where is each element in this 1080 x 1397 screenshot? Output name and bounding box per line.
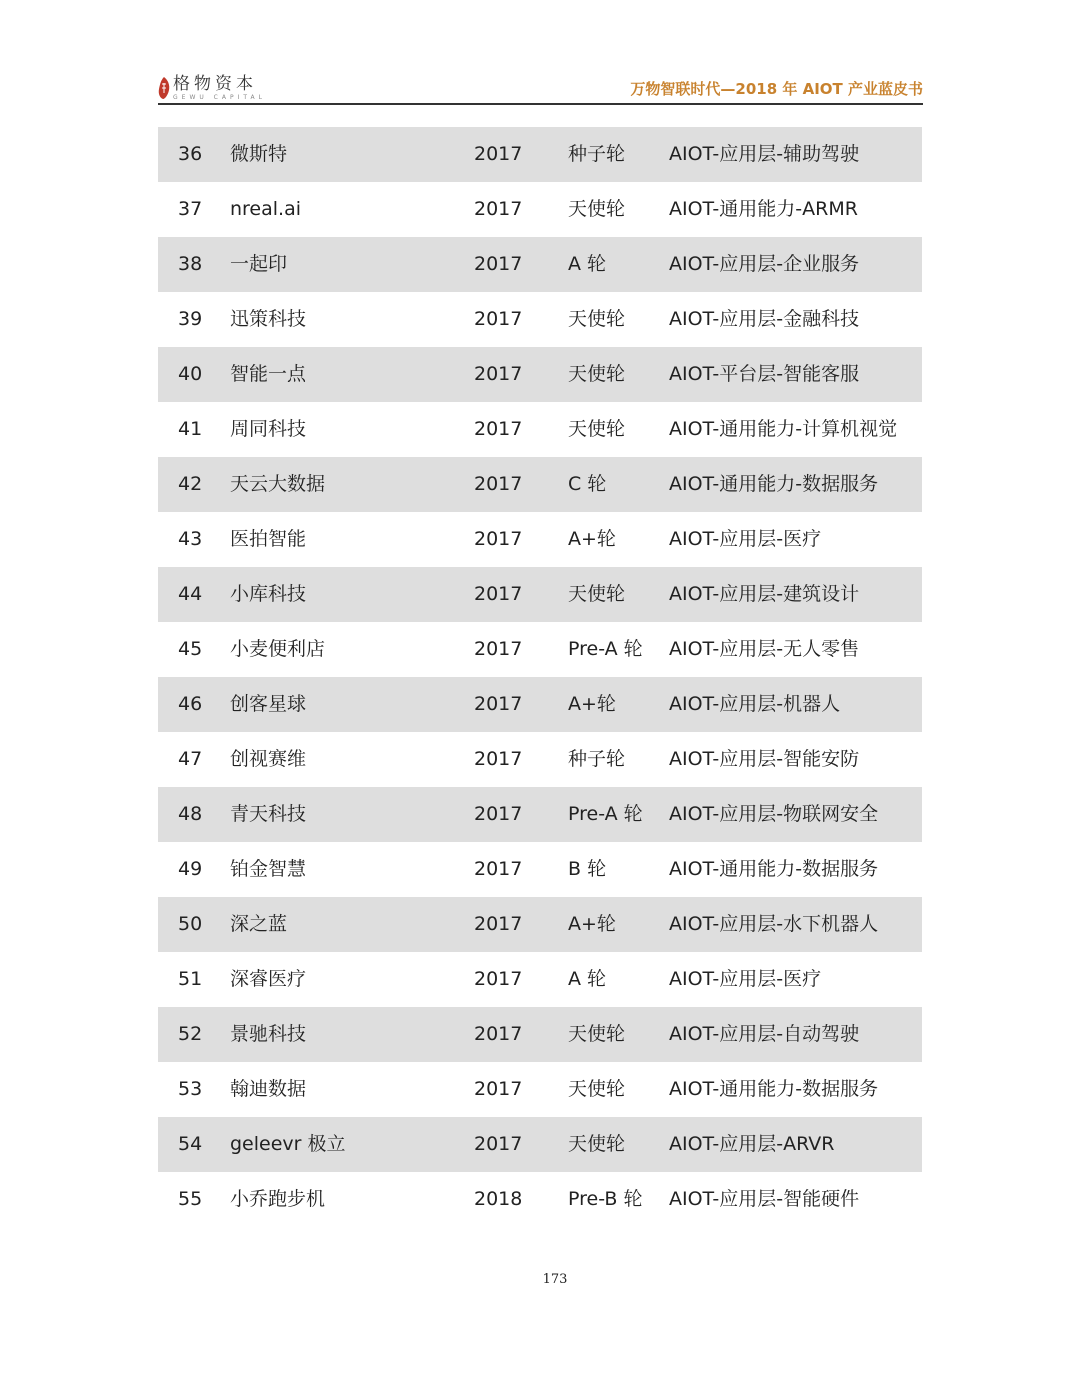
company-name: 青天科技 (230, 803, 307, 825)
table-row (158, 182, 922, 237)
founded-year: 2017 (474, 1078, 523, 1100)
row-number: 43 (178, 528, 203, 550)
table-row (158, 1062, 922, 1117)
funding-round: 天使轮 (568, 583, 626, 605)
category-label: AIOT-应用层-水下机器人 (669, 913, 879, 935)
row-number: 47 (178, 748, 203, 770)
funding-round: C 轮 (568, 473, 607, 495)
founded-year: 2017 (474, 583, 523, 605)
company-name: 天云大数据 (230, 473, 326, 495)
category-label: AIOT-通用能力-ARMR (669, 198, 858, 220)
company-name: 周同科技 (230, 418, 307, 440)
company-name: 迅策科技 (230, 308, 307, 330)
founded-year: 2017 (474, 253, 523, 275)
logo-english-text: GEWU CAPITAL (173, 94, 266, 101)
row-number: 40 (178, 363, 203, 385)
company-name: 智能一点 (230, 363, 307, 385)
founded-year: 2017 (474, 198, 523, 220)
table-row (158, 347, 922, 402)
company-name: 铂金智慧 (230, 858, 307, 880)
funding-round: 种子轮 (568, 748, 626, 770)
row-number: 53 (178, 1078, 203, 1100)
funding-round: 天使轮 (568, 363, 626, 385)
table-row (158, 1172, 922, 1227)
company-name: geleevr 极立 (230, 1133, 346, 1155)
category-label: AIOT-应用层-建筑设计 (669, 583, 860, 605)
funding-round: 天使轮 (568, 418, 626, 440)
founded-year: 2017 (474, 858, 523, 880)
funding-round: A+轮 (568, 913, 616, 935)
category-label: AIOT-通用能力-数据服务 (669, 473, 879, 495)
table-row (158, 237, 922, 292)
row-number: 50 (178, 913, 203, 935)
company-name: 深睿医疗 (230, 968, 307, 990)
row-number: 48 (178, 803, 203, 825)
funding-round: B 轮 (568, 858, 607, 880)
company-name: 小麦便利店 (230, 638, 326, 660)
company-name: 深之蓝 (230, 913, 288, 935)
funding-round: Pre-A 轮 (568, 803, 643, 825)
seal-logo-icon (158, 77, 170, 99)
founded-year: 2017 (474, 803, 523, 825)
page-header (158, 74, 923, 104)
category-label: AIOT-应用层-智能安防 (669, 748, 860, 770)
table-row (158, 842, 922, 897)
category-label: AIOT-应用层-ARVR (669, 1133, 835, 1155)
header-divider (158, 103, 923, 105)
company-logo (158, 74, 266, 104)
company-name: 翰迪数据 (230, 1078, 307, 1100)
category-label: AIOT-平台层-智能客服 (669, 363, 860, 385)
founded-year: 2017 (474, 308, 523, 330)
category-label: AIOT-通用能力-计算机视觉 (669, 418, 898, 440)
company-name: 一起印 (230, 253, 288, 275)
row-number: 52 (178, 1023, 203, 1045)
funding-round: 天使轮 (568, 1078, 626, 1100)
investment-table (158, 127, 922, 1227)
company-name: 小乔跑步机 (230, 1188, 326, 1210)
category-label: AIOT-应用层-医疗 (669, 968, 822, 990)
row-number: 41 (178, 418, 203, 440)
funding-round: A+轮 (568, 693, 616, 715)
funding-round: A 轮 (568, 968, 607, 990)
row-number: 44 (178, 583, 203, 605)
table-row (158, 732, 922, 787)
row-number: 55 (178, 1188, 203, 1210)
logo-chinese-text: 格物资本 (173, 74, 257, 94)
funding-round: 天使轮 (568, 308, 626, 330)
founded-year: 2017 (474, 473, 523, 495)
table-row (158, 512, 922, 567)
category-label: AIOT-应用层-辅助驾驶 (669, 143, 860, 165)
category-label: AIOT-应用层-智能硬件 (669, 1188, 860, 1210)
funding-round: Pre-A 轮 (568, 638, 643, 660)
row-number: 37 (178, 198, 203, 220)
company-name: 微斯特 (230, 143, 288, 165)
category-label: AIOT-应用层-企业服务 (669, 253, 860, 275)
table-row (158, 1117, 922, 1172)
company-name: 创客星球 (230, 693, 307, 715)
row-number: 49 (178, 858, 203, 880)
page-number: 173 (542, 1272, 568, 1287)
row-number: 38 (178, 253, 203, 275)
funding-round: A 轮 (568, 253, 607, 275)
company-name: nreal.ai (230, 198, 302, 220)
row-number: 46 (178, 693, 203, 715)
funding-round: 天使轮 (568, 198, 626, 220)
company-name: 小库科技 (230, 583, 307, 605)
funding-round: 天使轮 (568, 1023, 626, 1045)
category-label: AIOT-应用层-自动驾驶 (669, 1023, 860, 1045)
row-number: 54 (178, 1133, 203, 1155)
founded-year: 2018 (474, 1188, 523, 1210)
founded-year: 2017 (474, 968, 523, 990)
company-name: 景驰科技 (230, 1023, 307, 1045)
funding-round: Pre-B 轮 (568, 1188, 643, 1210)
founded-year: 2017 (474, 1133, 523, 1155)
funding-round: 天使轮 (568, 1133, 626, 1155)
table-row (158, 897, 922, 952)
table-row (158, 292, 922, 347)
category-label: AIOT-应用层-金融科技 (669, 308, 860, 330)
table-row (158, 622, 922, 677)
category-label: AIOT-应用层-医疗 (669, 528, 822, 550)
founded-year: 2017 (474, 638, 523, 660)
company-name: 医拍智能 (230, 528, 307, 550)
table-row (158, 1007, 922, 1062)
row-number: 42 (178, 473, 203, 495)
category-label: AIOT-通用能力-数据服务 (669, 1078, 879, 1100)
category-label: AIOT-应用层-机器人 (669, 693, 841, 715)
founded-year: 2017 (474, 363, 523, 385)
company-name: 创视赛维 (230, 748, 307, 770)
founded-year: 2017 (474, 143, 523, 165)
row-number: 36 (178, 143, 203, 165)
table-row (158, 457, 922, 512)
category-label: AIOT-通用能力-数据服务 (669, 858, 879, 880)
founded-year: 2017 (474, 913, 523, 935)
table-row (158, 952, 922, 1007)
table-row (158, 402, 922, 457)
founded-year: 2017 (474, 418, 523, 440)
funding-round: 种子轮 (568, 143, 626, 165)
table-row (158, 677, 922, 732)
category-label: AIOT-应用层-无人零售 (669, 638, 860, 660)
founded-year: 2017 (474, 693, 523, 715)
row-number: 51 (178, 968, 203, 990)
row-number: 45 (178, 638, 203, 660)
funding-round: A+轮 (568, 528, 616, 550)
founded-year: 2017 (474, 1023, 523, 1045)
table-row (158, 567, 922, 622)
document-title: 万物智联时代—2018 年 AIOT 产业蓝皮书 (630, 80, 923, 98)
founded-year: 2017 (474, 748, 523, 770)
category-label: AIOT-应用层-物联网安全 (669, 803, 879, 825)
founded-year: 2017 (474, 528, 523, 550)
table-row (158, 127, 922, 182)
table-row (158, 787, 922, 842)
row-number: 39 (178, 308, 203, 330)
